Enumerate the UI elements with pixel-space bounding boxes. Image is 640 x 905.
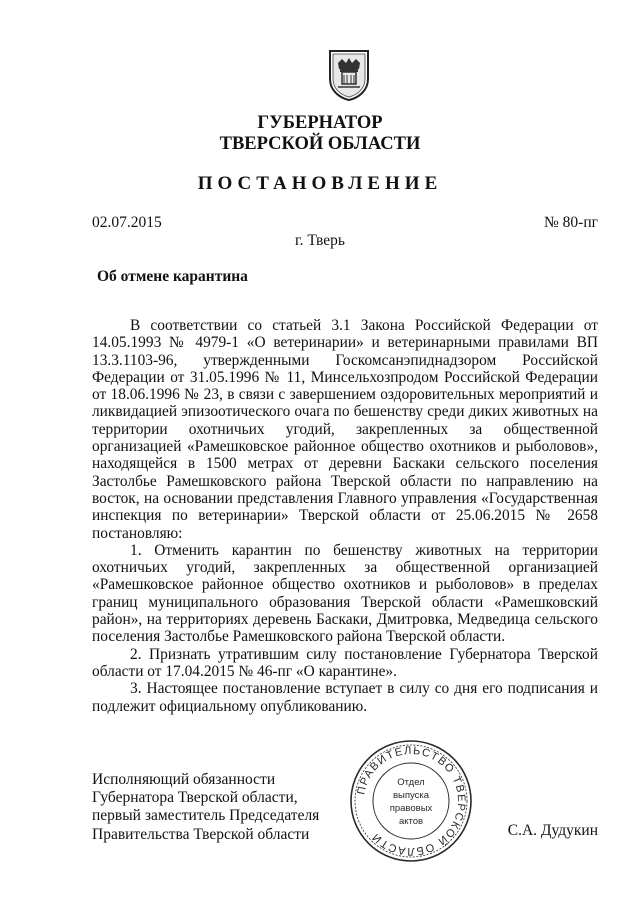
document-date: 02.07.2015 (92, 214, 162, 231)
document-type: ПОСТАНОВЛЕНИЕ (197, 173, 443, 194)
document-number: № 80-пг (544, 214, 598, 231)
body-item-2: 2. Признать утратившим силу постановление Губернатора Тверской области от 17.04.2015 № 46-пг «О карантине». (92, 645, 598, 680)
signer-position (92, 771, 319, 844)
signer-position-line-1: Исполняющий обязанности (92, 771, 276, 788)
issuing-authority (0, 113, 640, 155)
coat-of-arms-icon (328, 49, 370, 101)
signer-position-line-4: Правительства Тверской области (92, 825, 310, 843)
stamp-inner-line-2: выпуска (392, 790, 430, 801)
document-city: г. Тверь (295, 232, 345, 249)
document-body (92, 317, 598, 715)
stamp-inner-line-1: Отдел (397, 777, 425, 788)
stamp-inner-line-4: актов (398, 816, 424, 827)
body-intro-paragraph: В соответствии со статьей 3.1 Закона Российской Федерации от 14.05.1993 № 4979-1 «О ветеринарии» и ветеринарными правилами ВП 13.3.1103-96, утвержденными Госкомсанэпиднадзором Российской Федерации от 31.05.1996 № 11, Минсельхозпродом Российской Федерации от 18.06.1996 № 23, в связи с завершением оздоровительных мероприятий и ликвидацией эпизоотического очага по бешенству среди диких животных на территории охотничьих угодий, закрепленных за общественной организацией «Рамешковское районное общество охотников и рыболовов», находящейся в 1500 метрах от деревни Баскаки сельского поселения Застолбье Рамешковского района Тверской области по направлению на восток, на основании представления Главного управления «Государственная инспекция по ветеринарии» Тверской области от 25.06.2015 № 2658 постановляю: (92, 317, 598, 542)
signer-name: С.А. Дудукин (507, 822, 598, 839)
document-subject: Об отмене карантина (97, 268, 248, 285)
body-item-1: 1. Отменить карантин по бешенству животных на территории охотничьих угодий, закрепленных за общественной организацией «Рамешковское районное общество охотников и рыболовов» в пределах границ муниципального образования Тверской области «Рамешковский район», на территориях деревень Баскаки, Дмитровка, Медведица сельского поселения Застолбье Рамешковского района Тверской области. (92, 541, 598, 646)
stamp-outer-text: ПРАВИТЕЛЬСТВО ТВЕРСКОЙ ОБЛАСТИ (355, 744, 468, 858)
signer-position-line-2: Губернатора Тверской области, (92, 789, 298, 807)
official-stamp (348, 738, 474, 864)
stamp-inner-line-3: правовых (389, 803, 433, 814)
authority-line-2: ТВЕРСКОЙ ОБЛАСТИ (219, 134, 421, 154)
signer-position-line-3: первый заместитель Председателя (92, 807, 320, 825)
body-item-3: 3. Настоящее постановление вступает в силу со дня его подписания и подлежит официальному опубликованию. (92, 680, 598, 715)
authority-line-1: ГУБЕРНАТОР (257, 113, 383, 133)
